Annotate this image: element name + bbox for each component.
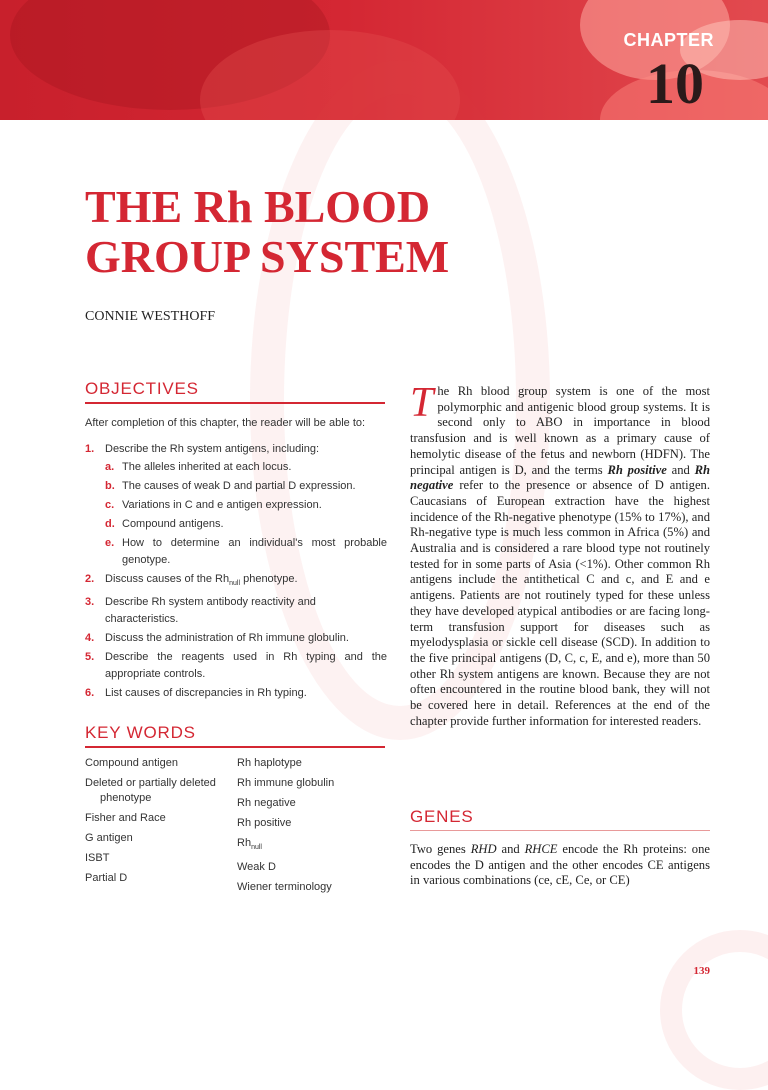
subitem-text: How to determine an individual's most probable genotype.	[122, 537, 387, 566]
chapter-title-line1: THE Rh BLOOD	[85, 181, 431, 232]
paragraph-text: refer to the presence or absence of D antigen. Caucasians of European extraction have the highest incidence of the Rh-negative phenotype (15% to 17%), and Rh-negative type is much less common in Africa (5%) and Australia and is considered a rare blood type not routinely tested for in some parts of Asia (<1%). Other common Rh antigens include the antithetical C and c, and E and e antigens. Patients are not routinely typed for these unless they have developed atypical antibodies or are facing long-term transfusion support for diseases such as myelodysplasia or sickle cell disease (SCD). In addition to the five principal antigens (D, C, c, E, and e), more than 50 other Rh system antigens are known. Because they are not often encountered in the routine blood bank, they will not be covered here in detail. References at the end of the chapter provide further information for interested readers.	[410, 478, 710, 728]
chapter-number: 10	[646, 51, 704, 116]
key-words-right-column	[237, 756, 387, 900]
objective-number: 1.	[85, 443, 95, 455]
objective-item	[85, 649, 387, 683]
key-word: Rh haplotype	[237, 757, 302, 769]
objective-item	[85, 441, 387, 569]
objective-number: 6.	[85, 687, 95, 700]
objective-number: 4.	[85, 632, 95, 645]
subitem-letter: a.	[105, 461, 115, 473]
subitem-letter: e.	[105, 537, 115, 549]
subscript-null: null	[251, 844, 262, 852]
objective-text: phenotype.	[240, 573, 298, 585]
key-word: Compound antigen	[85, 757, 178, 769]
objective-text: Describe Rh system antibody reactivity and characteristics.	[105, 596, 316, 626]
key-word: Weak D	[237, 861, 276, 874]
paragraph-text: and	[496, 842, 525, 856]
subitem-text: The alleles inherited at each locus.	[122, 461, 292, 473]
gene-rhce: RHCE	[524, 842, 558, 856]
gene-rhd: RHD	[470, 842, 497, 856]
objective-sublist	[105, 459, 387, 569]
paragraph-text: he Rh blood group system is one of the most polymorphic and antigenic blood group systems. It is second only to ABO in importance in blood transfusion and is well known as a primary cause of hemolytic disease of the fetus and newborn (HDFN). The principal antigen is D, and the terms	[410, 384, 710, 477]
genes-paragraph	[410, 842, 710, 889]
term-rh-negative: Rh negative	[410, 462, 710, 493]
key-word: Deleted or partially deleted phenotype	[85, 777, 216, 804]
paragraph-text: Two genes	[410, 842, 471, 856]
objective-subitem	[105, 478, 387, 495]
subitem-letter: d.	[105, 518, 115, 530]
key-words-left-column	[85, 756, 235, 891]
objective-item	[85, 571, 387, 592]
objective-subitem	[105, 497, 387, 514]
background-decorative-ring	[660, 930, 768, 1090]
key-word: Fisher and Race	[85, 812, 166, 824]
key-word-text: Rh	[237, 837, 252, 849]
intro-paragraph	[410, 380, 710, 729]
objective-subitem	[105, 535, 387, 569]
objective-item	[85, 594, 387, 628]
objective-number: 2.	[85, 573, 95, 585]
objective-text: Discuss the administration of Rh immune globulin.	[105, 632, 349, 645]
chapter-label: CHAPTER	[623, 30, 714, 50]
key-word: G antigen	[85, 832, 133, 844]
subitem-letter: b.	[105, 480, 115, 492]
objectives-list	[85, 441, 387, 704]
subitem-text: The causes of weak D and partial D expression.	[122, 480, 356, 492]
genes-heading: GENES	[410, 807, 710, 831]
objectives-heading: OBJECTIVES	[85, 379, 385, 404]
key-word: Rh immune globulin	[237, 777, 335, 789]
author-name: CONNIE WESTHOFF	[85, 309, 216, 324]
subitem-text: Compound antigens.	[122, 518, 224, 530]
drop-cap: T	[410, 380, 434, 426]
key-word	[237, 836, 387, 855]
chapter-title	[85, 182, 505, 282]
key-word: ISBT	[85, 852, 110, 864]
objective-subitem	[105, 516, 387, 533]
objective-number: 5.	[85, 651, 95, 664]
objectives-intro: After completion of this chapter, the reader will be able to:	[85, 417, 366, 429]
objective-text: Discuss causes of the Rh	[105, 573, 230, 585]
key-word: Wiener terminology	[237, 881, 332, 894]
objective-subitem	[105, 459, 387, 476]
objective-text: Describe the reagents used in Rh typing and the appropriate controls.	[105, 651, 387, 681]
key-word: Rh positive	[237, 817, 292, 829]
objective-item	[85, 685, 387, 702]
objective-item	[85, 630, 387, 647]
term-rh-positive: Rh positive	[607, 462, 667, 477]
subitem-text: Variations in C and e antigen expression.	[122, 499, 322, 511]
paragraph-text: and	[666, 462, 695, 477]
objective-number: 3.	[85, 596, 95, 609]
objective-text: List causes of discrepancies in Rh typing.	[105, 687, 307, 700]
key-word: Partial D	[85, 872, 128, 884]
key-word: Rh negative	[237, 797, 296, 809]
paragraph-text: encode the Rh proteins: one encodes the D antigen and the other encodes CE antigens in various combinations (ce, cE, Ce, or CE)	[410, 842, 710, 888]
subitem-letter: c.	[105, 499, 115, 511]
subscript-null: null	[229, 580, 241, 588]
chapter-title-line2: GROUP SYSTEM	[85, 231, 450, 282]
key-words-heading: KEY WORDS	[85, 723, 385, 748]
objective-text: Describe the Rh system antigens, including:	[105, 443, 319, 455]
page-number: 139	[693, 965, 710, 977]
